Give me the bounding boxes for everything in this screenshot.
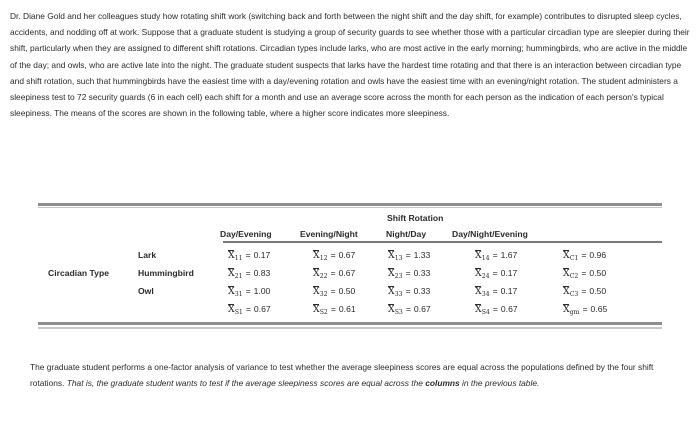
cell-mean: $X_{33} = 0.33$ bbox=[388, 286, 431, 298]
column-header-day-night-evening: Day/Night/Evening bbox=[452, 229, 528, 239]
cell-mean: $X_{23} = 0.33$ bbox=[388, 268, 431, 280]
table-bottom-rule-thin bbox=[38, 327, 662, 329]
column-marginal-mean: $X_{S2} = 0.61$ bbox=[313, 304, 356, 316]
cell-mean: $X_{32} = 0.50$ bbox=[313, 286, 356, 298]
cell-mean: $X_{31} = 1.00$ bbox=[228, 286, 271, 298]
row-marginal-mean: $X_{C1} = 0.96$ bbox=[563, 250, 607, 262]
cell-mean: $X_{34} = 0.17$ bbox=[475, 286, 518, 298]
intro-paragraph: Dr. Diane Gold and her colleagues study how rotating shift work (switching back and forth between the night shift and the day shift, for example) contributes to disrupted sleep cycles, accidents, and nodding off at work. Suppose that a graduate student is studying a group of security guards to see whether those with a particular circadian type are sleepier during their shift, particularly when they are assigned to different shift rotations. Circadian types include larks, who are most active in the early morning; hummingbirds, who are active in the middle of the day; and owls, who are active late into the night. The graduate student suspects that larks have the hardest time rotating and that there is an interaction between circadian type and shift rotation, such that hummingbirds have the easiest time with a day/evening rotation and owls have the easiest time with an evening/night rotation. The student administers a sleepiness test to 72 security guards (6 in each cell) each shift for a month and use an average score across the month for each person as the indication of each person's typical sleepiness. The means of the scores are shown in the following table, where a higher score indicates more sleepiness. bbox=[10, 11, 690, 119]
table-top-rule-thin bbox=[38, 207, 662, 208]
cell-mean: $X_{22} = 0.67$ bbox=[313, 268, 356, 280]
cell-mean: $X_{11} = 0.17$ bbox=[228, 250, 271, 262]
column-marginal-mean: $X_{S4} = 0.67$ bbox=[475, 304, 518, 316]
column-header-night-day: Night/Day bbox=[386, 229, 427, 239]
column-marginal-mean: $X_{S3} = 0.67$ bbox=[388, 304, 431, 316]
grand-mean: $X_{gm} = 0.65$ bbox=[563, 304, 608, 316]
outro-sentence-2: That is, the graduate student wants to test if the average sleepiness scores are equal across the columns in the previous table. bbox=[66, 378, 540, 389]
shift-rotation-header: Shift Rotation bbox=[387, 213, 444, 223]
outro-paragraph bbox=[30, 359, 690, 391]
row-label-lark: Lark bbox=[138, 250, 157, 260]
row-marginal-mean: $X_{C3} = 0.50$ bbox=[563, 286, 607, 298]
row-label-hummingbird: Hummingbird bbox=[138, 268, 194, 278]
header-rule bbox=[223, 241, 662, 243]
circadian-type-label: Circadian Type bbox=[48, 268, 109, 278]
column-marginal-mean: $X_{S1} = 0.67$ bbox=[228, 304, 271, 316]
table-top-rule bbox=[38, 203, 662, 206]
cell-mean: $X_{14} = 1.67$ bbox=[475, 250, 518, 262]
column-header-day-evening: Day/Evening bbox=[220, 229, 272, 239]
outro-emphasis: columns bbox=[425, 378, 460, 389]
row-label-owl: Owl bbox=[138, 286, 154, 296]
cell-mean: $X_{21} = 0.83$ bbox=[228, 268, 271, 280]
cell-mean: $X_{13} = 1.33$ bbox=[388, 250, 431, 262]
cell-mean: $X_{12} = 0.67$ bbox=[313, 250, 356, 262]
column-header-evening-night: Evening/Night bbox=[300, 229, 358, 239]
row-marginal-mean: $X_{C2} = 0.50$ bbox=[563, 268, 607, 280]
outro-sentence-1: The graduate student performs a one-factor analysis of variance to test whether the average sleepiness scores are equal across the populations defined by the four shift rotations. bbox=[30, 362, 654, 389]
table-bottom-rule bbox=[38, 322, 662, 325]
cell-mean: $X_{24} = 0.17$ bbox=[475, 268, 518, 280]
